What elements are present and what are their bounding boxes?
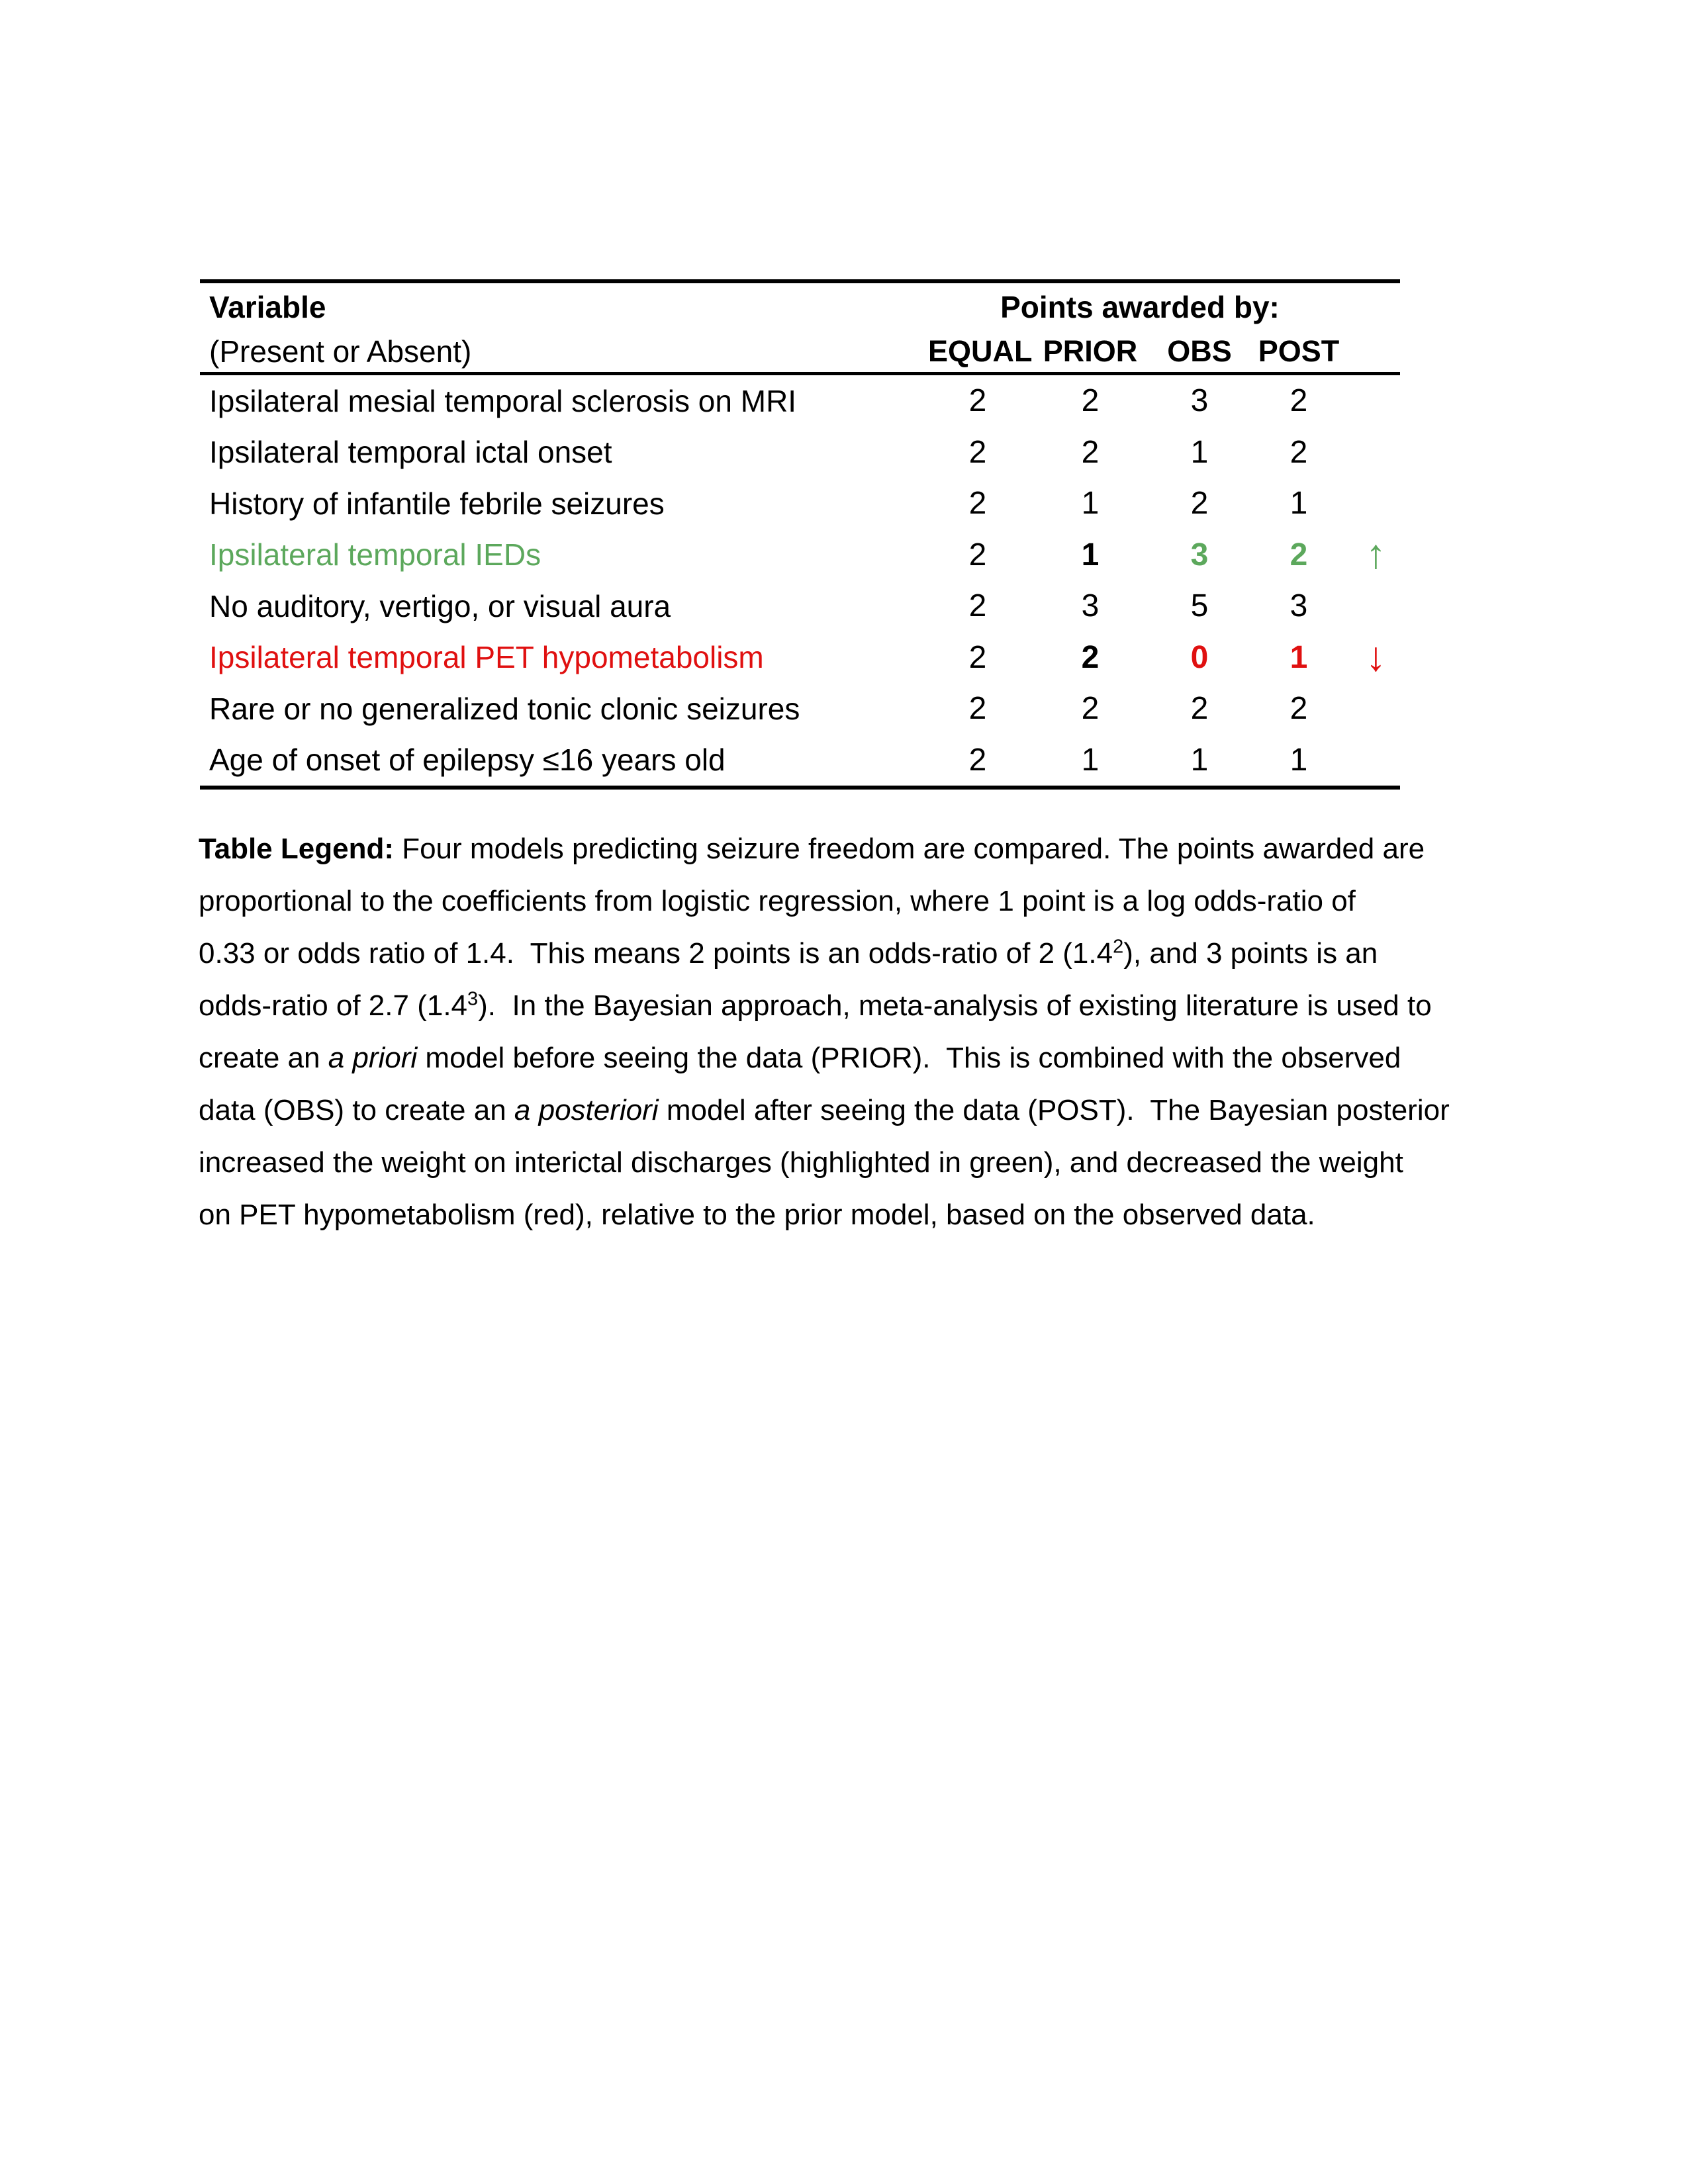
- down-arrow-icon: ↓: [1366, 634, 1386, 680]
- points-cell-post: 2: [1289, 434, 1308, 470]
- points-cell-equal: 2: [968, 383, 987, 419]
- legend-text: a posteriori: [514, 1094, 659, 1126]
- variable-label: Ipsilateral mesial temporal sclerosis on MRI: [209, 383, 797, 418]
- variable-label: History of infantile febrile seizures: [209, 486, 665, 521]
- points-cell-prior: 1: [1081, 742, 1100, 778]
- points-cell-obs: 2: [1190, 486, 1209, 522]
- table-body: [200, 375, 1400, 786]
- table-row: [200, 375, 1400, 427]
- model-column-header-post: POST: [1258, 334, 1340, 368]
- variable-label: Ipsilateral temporal PET hypometabolism: [209, 640, 764, 675]
- points-cell-obs: 3: [1190, 537, 1209, 572]
- table-bottom-rule: [200, 786, 1400, 790]
- points-cell-equal: 2: [968, 639, 987, 675]
- points-cell-prior: 2: [1081, 383, 1100, 419]
- legend-line: [199, 1084, 1562, 1136]
- legend-text: Table Legend:: [199, 833, 394, 865]
- table-row: [200, 478, 1400, 529]
- points-cell-prior: 2: [1081, 434, 1100, 470]
- points-cell-prior: 1: [1081, 537, 1100, 572]
- table-row: [200, 529, 1400, 581]
- variable-subheader: (Present or Absent): [209, 334, 472, 369]
- legend-text: 2: [1113, 936, 1124, 958]
- points-cell-obs: 1: [1190, 434, 1209, 470]
- points-cell-post: 3: [1289, 588, 1308, 624]
- legend-line: [199, 823, 1562, 875]
- points-cell-prior: 2: [1081, 639, 1100, 675]
- up-arrow-icon: ↑: [1366, 531, 1386, 578]
- table-row: [200, 580, 1400, 632]
- table-row: [200, 683, 1400, 735]
- legend-text: data (OBS) to create an: [199, 1094, 514, 1126]
- legend-text: a priori: [328, 1042, 418, 1074]
- points-cell-post: 2: [1289, 537, 1308, 572]
- points-cell-post: 2: [1289, 383, 1308, 419]
- points-cell-equal: 2: [968, 742, 987, 778]
- legend-line: [199, 1189, 1562, 1241]
- table-legend: [199, 823, 1562, 1241]
- variable-label: Rare or no generalized tonic clonic seizures: [209, 691, 800, 726]
- points-cell-equal: 2: [968, 434, 987, 470]
- points-cell-post: 2: [1289, 691, 1308, 727]
- legend-text: ), and 3 points is an: [1123, 937, 1378, 970]
- legend-line: [199, 875, 1562, 927]
- variable-label: No auditory, vertigo, or visual aura: [209, 588, 671, 623]
- variable-label: Ipsilateral temporal IEDs: [209, 537, 541, 572]
- points-cell-equal: 2: [968, 537, 987, 572]
- table-row: [200, 427, 1400, 478]
- legend-text: increased the weight on interictal discharges (highlighted in green), and decreased the weight: [199, 1146, 1403, 1179]
- legend-line: [199, 979, 1562, 1032]
- legend-text: 3: [467, 988, 479, 1010]
- legend-text: model before seeing the data (PRIOR). This is combined with the observed: [417, 1042, 1401, 1074]
- legend-text: on PET hypometabolism (red), relative to the prior model, based on the observed data.: [199, 1199, 1315, 1231]
- points-cell-equal: 2: [968, 588, 987, 624]
- points-cell-obs: 2: [1190, 691, 1209, 727]
- model-column-header-obs: OBS: [1167, 334, 1232, 368]
- legend-text: create an: [199, 1042, 328, 1074]
- variable-column-header: Variable: [209, 290, 326, 324]
- points-cell-post: 1: [1289, 639, 1308, 675]
- points-cell-equal: 2: [968, 691, 987, 727]
- points-cell-prior: 1: [1081, 486, 1100, 522]
- legend-text: model after seeing the data (POST). The Bayesian posterior: [658, 1094, 1450, 1126]
- legend-text: 0.33 or odds ratio of 1.4. This means 2 points is an odds-ratio of 2 (1.4: [199, 937, 1113, 970]
- points-table: [200, 279, 1400, 790]
- table-row: [200, 735, 1400, 786]
- model-column-header-prior: PRIOR: [1043, 334, 1138, 368]
- points-cell-prior: 3: [1081, 588, 1100, 624]
- legend-line: [199, 927, 1562, 979]
- points-group-header: Points awarded by:: [1000, 290, 1280, 324]
- legend-line: [199, 1136, 1562, 1189]
- table-header-row-1: [200, 283, 1400, 331]
- points-cell-obs: 0: [1190, 639, 1209, 675]
- variable-label: Age of onset of epilepsy ≤16 years old: [209, 743, 726, 778]
- points-cell-equal: 2: [968, 486, 987, 522]
- points-cell-obs: 3: [1190, 383, 1209, 419]
- legend-text: odds-ratio of 2.7 (1.4: [199, 989, 468, 1022]
- legend-text: ). In the Bayesian approach, meta-analysis of existing literature is used to: [478, 989, 1432, 1022]
- legend-text: Four models predicting seizure freedom are compared. The points awarded are: [393, 833, 1425, 865]
- points-cell-prior: 2: [1081, 691, 1100, 727]
- points-cell-post: 1: [1289, 742, 1308, 778]
- model-column-header-equal: EQUAL: [928, 334, 1033, 368]
- legend-line: [199, 1032, 1562, 1084]
- points-cell-post: 1: [1289, 486, 1308, 522]
- points-cell-obs: 1: [1190, 742, 1209, 778]
- table-header-row-2: [200, 331, 1400, 372]
- legend-text: proportional to the coefficients from logistic regression, where 1 point is a log odds-ratio of: [199, 885, 1356, 917]
- points-cell-obs: 5: [1190, 588, 1209, 624]
- table-row: [200, 632, 1400, 684]
- variable-label: Ipsilateral temporal ictal onset: [209, 435, 612, 470]
